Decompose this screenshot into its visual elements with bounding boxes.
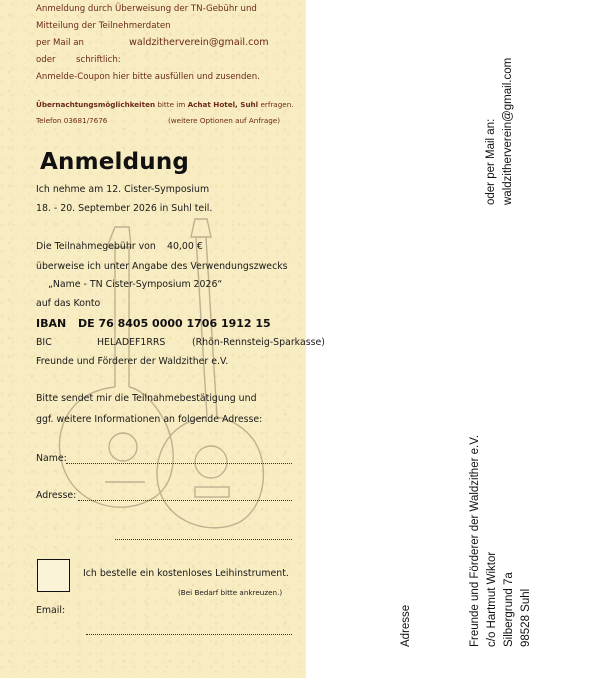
- mail-instruction-line-1: oder per Mail an:: [485, 118, 497, 205]
- confirmation-line-1: Bitte sendet mir die Teilnahmebestätigung und: [36, 393, 257, 404]
- page-title: Anmeldung: [40, 149, 190, 175]
- recipient-address-line-4: 98528 Suhl: [520, 588, 532, 647]
- intro-sentence-1: Ich nehme am 12. Cister-Symposium: [36, 184, 210, 195]
- accommodation-ask: erfragen.: [260, 100, 294, 109]
- bic-value: HELADEF1RRS: [97, 337, 166, 348]
- accommodation-heading: Übernachtungsmöglichkeiten: [36, 100, 156, 109]
- confirmation-line-2: ggf. weitere Informationen an folgende Adresse:: [36, 414, 263, 425]
- recipient-name: Freunde und Förderer der Waldzither e.V.: [36, 356, 229, 367]
- fee-amount: 40,00 €: [167, 241, 203, 252]
- fee-label: Die Teilnahmegebühr von: [36, 241, 156, 252]
- rental-instrument-label: Ich bestelle ein kostenloses Leihinstrument.: [83, 568, 289, 579]
- bic-label: BIC: [36, 337, 52, 348]
- account-label: auf das Konto: [36, 298, 101, 309]
- email-address: waldzitherverein@gmail.com: [129, 37, 269, 48]
- address-field-line-2[interactable]: [115, 539, 292, 540]
- iban-value: DE 76 8405 0000 1706 1912 15: [78, 317, 271, 330]
- name-label: Name:: [36, 453, 67, 464]
- bank-name: (Rhön-Rennsteig-Sparkasse): [192, 337, 325, 348]
- hotel-name: Achat Hotel, Suhl: [187, 100, 259, 109]
- address-field-line-1[interactable]: [78, 500, 292, 501]
- intro-line-1: Anmeldung durch Überweisung der TN-Gebühr und: [36, 4, 257, 14]
- address-label: Adresse:: [36, 490, 77, 501]
- recipient-address-line-2: c/o Hartmut Wiktor: [486, 551, 498, 647]
- phone-note: (weitere Optionen auf Anfrage): [168, 116, 281, 125]
- intro-line-2: Mitteilung der Teilnehmerdaten: [36, 21, 171, 31]
- written-label: schriftlich:: [76, 55, 121, 65]
- intro-sentence-2: 18. - 20. September 2026 in Suhl teil.: [36, 203, 213, 214]
- mail-label: per Mail an: [36, 38, 84, 48]
- mail-instruction-line-2: waldzitherverein@gmail.com: [502, 57, 514, 205]
- iban-label: IBAN: [36, 317, 67, 330]
- name-field[interactable]: [66, 463, 292, 464]
- rental-instrument-note: (Bei Bedarf bitte ankreuzen.): [178, 588, 283, 597]
- transfer-text: überweise ich unter Angabe des Verwendungszwecks: [36, 261, 288, 272]
- phone-number: Telefon 03681/7676: [36, 116, 108, 125]
- payment-purpose: „Name - TN Cister-Symposium 2026“: [48, 279, 223, 290]
- email-field[interactable]: [86, 634, 292, 635]
- recipient-address-line-1: Freunde und Förderer der Waldzither e.V.: [469, 434, 481, 647]
- address-heading: Adresse: [400, 604, 412, 647]
- recipient-address-line-3: Silbergrund 7a: [503, 572, 515, 647]
- or-label: oder: [36, 55, 56, 65]
- coupon-instruction: Anmelde-Coupon hier bitte ausfüllen und zusenden.: [36, 72, 260, 82]
- accommodation-text: bitte im: [157, 100, 186, 109]
- rental-instrument-checkbox[interactable]: [37, 559, 70, 592]
- email-label: Email:: [36, 605, 66, 616]
